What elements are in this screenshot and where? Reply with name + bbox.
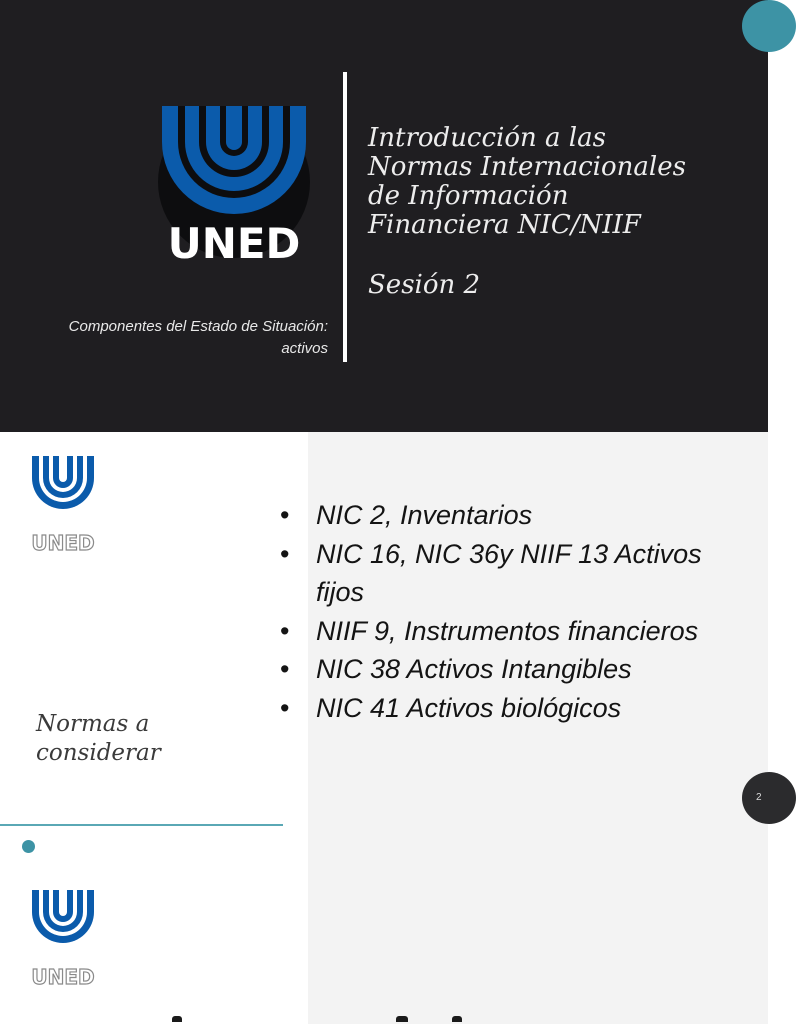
accent-dot bbox=[22, 840, 35, 853]
svg-text:UNED: UNED bbox=[167, 219, 301, 268]
uned-logo bbox=[158, 106, 310, 268]
title-slide bbox=[0, 0, 768, 432]
subtitle-line: activos bbox=[281, 340, 328, 357]
list-item: • NIC 38 Activos Intangibles bbox=[280, 650, 720, 689]
title-line: Introducción a las bbox=[368, 123, 606, 153]
uned-logo-small bbox=[30, 890, 96, 989]
content-panel bbox=[308, 866, 768, 1024]
section-title bbox=[36, 710, 161, 768]
session-label: Sesión 2 bbox=[368, 270, 481, 300]
uned-logo-small bbox=[30, 456, 96, 555]
section-title-line: considerar bbox=[36, 740, 161, 766]
horizontal-rule bbox=[0, 824, 283, 826]
presentation-subtitle bbox=[30, 316, 328, 360]
presentation-title bbox=[368, 124, 708, 240]
uned-logo-graphic bbox=[158, 106, 310, 268]
page-number-badge: 2 bbox=[742, 772, 796, 824]
list-item: • NIIF 9, Instrumentos financieros bbox=[280, 612, 720, 651]
list-item: • NIC 2, Inventarios bbox=[280, 496, 720, 535]
uned-logo-graphic bbox=[30, 890, 96, 989]
cut-off-text bbox=[0, 1016, 768, 1024]
title-line: Normas Internacionales bbox=[368, 152, 686, 182]
list-item: • NIC 41 Activos biológicos bbox=[280, 689, 720, 728]
svg-text:UNED: UNED bbox=[31, 965, 95, 989]
standards-slide bbox=[0, 432, 768, 866]
subtitle-line: Componentes del Estado de Situación: bbox=[68, 318, 328, 335]
title-line: Financiera NIC/NIIF bbox=[368, 210, 641, 240]
vertical-divider bbox=[343, 72, 347, 362]
list-item: • NIC 16, NIC 36y NIIF 13 Activos fijos bbox=[280, 535, 720, 612]
standards-list bbox=[280, 496, 720, 727]
svg-text:UNED: UNED bbox=[31, 531, 95, 555]
title-line: de Información bbox=[368, 181, 569, 211]
next-slide bbox=[0, 866, 768, 1024]
accent-circle bbox=[742, 0, 796, 52]
uned-logo-graphic bbox=[30, 456, 96, 555]
section-title-line: Normas a bbox=[36, 711, 150, 737]
